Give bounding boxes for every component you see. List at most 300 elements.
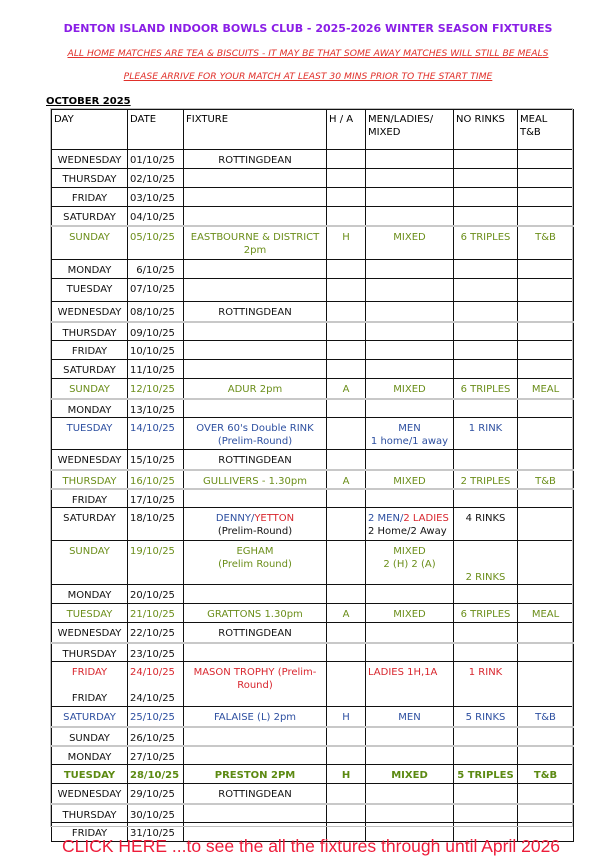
team-type-cell <box>366 541 454 585</box>
date-text: 10/10/25 <box>130 346 175 357</box>
fixture-row <box>52 784 574 804</box>
date-cell <box>128 260 184 279</box>
fixture-text: ROTTINGDEAN <box>218 628 292 639</box>
home-away-cell <box>327 489 366 508</box>
fixture-text: ROTTINGDEAN <box>218 155 292 166</box>
home-away-cell <box>327 150 366 169</box>
rinks-cell <box>454 508 518 541</box>
rinks-text: 4 RINKS <box>465 513 506 524</box>
date-text: 16/10/25 <box>130 475 175 487</box>
day-cell <box>52 623 128 643</box>
date-cell <box>128 784 184 804</box>
rinks-cell <box>454 643 518 662</box>
day-cell <box>52 207 128 226</box>
day-text: WEDNESDAY <box>57 455 122 466</box>
home-away-cell <box>327 169 366 188</box>
rinks-text: 2 TRIPLES <box>460 475 511 487</box>
meal-text: MEAL <box>531 384 560 395</box>
rinks-text: 2 RINKS <box>465 572 506 583</box>
day-text: WEDNESDAY <box>57 628 122 639</box>
meal-cell <box>518 399 574 418</box>
team-type-cell <box>366 450 454 470</box>
fixture-row <box>52 302 574 322</box>
meal-cell <box>518 322 574 341</box>
home-away-text: A <box>342 384 350 395</box>
home-away-cell <box>327 784 366 804</box>
fixture-text: PRESTON 2PM <box>214 770 296 781</box>
day-text: MONDAY <box>67 265 112 276</box>
day-cell <box>52 804 128 823</box>
day-text: MONDAY <box>67 404 112 416</box>
date-text: 30/10/25 <box>130 809 175 821</box>
meal-cell <box>518 379 574 399</box>
day-text: SUNDAY <box>69 231 110 243</box>
day-text: FRIDAY <box>71 667 108 678</box>
meal-cell <box>518 260 574 279</box>
day-cell <box>52 169 128 188</box>
fixture-row <box>52 707 574 727</box>
date-text: 17/10/25 <box>130 494 175 506</box>
day-cell <box>52 643 128 662</box>
fixture-row <box>52 541 574 585</box>
fixture-row <box>52 662 574 707</box>
home-away-cell <box>327 418 366 450</box>
home-away-cell <box>327 727 366 746</box>
team-type-cell <box>366 169 454 188</box>
day-cell <box>52 379 128 399</box>
day-cell <box>52 188 128 207</box>
date-text: 28/10/25 <box>130 770 180 781</box>
date-text: 22/10/25 <box>130 628 175 639</box>
date-cell <box>128 418 184 450</box>
fixture-text: ROTTINGDEAN <box>218 307 292 318</box>
fixture-cell <box>184 418 327 450</box>
home-away-text: H <box>342 712 350 723</box>
fixture-row <box>52 188 574 207</box>
date-text: 27/10/25 <box>130 751 175 763</box>
fixture-cell <box>184 188 327 207</box>
fixture-cell <box>184 260 327 279</box>
team-type-cell <box>366 470 454 489</box>
fixture-text: GRATTONS 1.30pm <box>207 609 303 620</box>
fixture-row <box>52 260 574 279</box>
date-text: 14/10/25 <box>130 423 175 434</box>
meal-text: T&B <box>535 231 556 243</box>
team-type-cell <box>366 489 454 508</box>
meal-cell <box>518 341 574 360</box>
team-type-cell <box>366 188 454 207</box>
rinks-cell <box>454 188 518 207</box>
date-cell <box>128 322 184 341</box>
fixture-cell <box>184 623 327 643</box>
rinks-cell <box>454 784 518 804</box>
day-cell <box>52 508 128 541</box>
meal-cell <box>518 784 574 804</box>
month-heading: OCTOBER 2025 <box>46 96 131 107</box>
fixture-text: ROTTINGDEAN <box>218 789 292 800</box>
team-type-cell <box>366 379 454 399</box>
date-cell <box>128 585 184 604</box>
home-away-cell <box>327 623 366 643</box>
team-type-cell <box>366 662 454 707</box>
date-text: 05/10/25 <box>130 231 175 243</box>
day-cell <box>52 399 128 418</box>
fixture-row <box>52 150 574 169</box>
date-cell <box>128 207 184 226</box>
rinks-cell <box>454 450 518 470</box>
fixture-row <box>52 450 574 470</box>
rinks-cell <box>454 169 518 188</box>
day-text: SUNDAY <box>69 384 110 395</box>
day-text: WEDNESDAY <box>57 155 122 166</box>
date-cell <box>128 804 184 823</box>
meal-cell <box>518 508 574 541</box>
home-away-cell <box>327 765 366 784</box>
rinks-cell <box>454 804 518 823</box>
home-away-cell <box>327 399 366 418</box>
day-cell <box>52 418 128 450</box>
fixture-cell <box>184 302 327 322</box>
day-text: SUNDAY <box>69 546 110 557</box>
date-text: 19/10/25 <box>130 546 175 557</box>
fixture-row <box>52 418 574 450</box>
date-text: 02/10/25 <box>130 174 175 185</box>
date-cell <box>128 662 184 707</box>
rinks-cell <box>454 765 518 784</box>
fixture-text: EGHAM <box>236 546 274 557</box>
fixture-row <box>52 360 574 379</box>
rinks-cell <box>454 662 518 707</box>
meal-cell <box>518 450 574 470</box>
fixture-text: OVER 60's Double RINK <box>196 423 314 434</box>
fixture-row <box>52 765 574 784</box>
date-text: 24/10/25 <box>130 693 175 704</box>
day-cell <box>52 302 128 322</box>
meal-cell <box>518 169 574 188</box>
rinks-cell <box>454 707 518 727</box>
day-text: WEDNESDAY <box>57 307 122 318</box>
all-fixtures-link[interactable]: CLICK HERE ...to see the all the fixtures through until April 2026 <box>62 836 561 856</box>
meal-cell <box>518 470 574 489</box>
day-text: FRIDAY <box>71 828 108 839</box>
date-cell <box>128 450 184 470</box>
day-text: TUESDAY <box>66 609 113 620</box>
day-text: MONDAY <box>67 751 112 763</box>
meal-cell <box>518 226 574 260</box>
fixture-cell <box>184 643 327 662</box>
date-cell <box>128 707 184 727</box>
home-away-cell <box>327 226 366 260</box>
team-type-subtext: 1 home/1 away <box>370 436 449 447</box>
fixture-cell <box>184 279 327 302</box>
date-text: 6/10/25 <box>136 265 175 276</box>
team-type-cell <box>366 150 454 169</box>
home-away-cell <box>327 341 366 360</box>
day-text: WEDNESDAY <box>57 789 122 800</box>
rinks-cell <box>454 279 518 302</box>
col-header-meal: MEAL T&B <box>518 110 574 150</box>
fixture-text: ADUR 2pm <box>227 384 283 395</box>
rinks-text: 5 RINKS <box>465 712 506 723</box>
home-away-cell <box>327 604 366 623</box>
meal-cell <box>518 360 574 379</box>
fixture-cell <box>184 379 327 399</box>
day-text: TUESDAY <box>66 423 113 434</box>
fixture-row <box>52 399 574 418</box>
fixture-cell <box>184 662 327 707</box>
fixture-cell <box>184 804 327 823</box>
fixture-row <box>52 207 574 226</box>
home-away-cell <box>327 450 366 470</box>
col-header-men-ladies-mixed: MEN/LADIES/ MIXED <box>366 110 454 150</box>
rinks-cell <box>454 604 518 623</box>
team-type-text: MEN <box>398 423 421 434</box>
team-type-text: MIXED <box>393 475 426 487</box>
fixture-row <box>52 585 574 604</box>
meal-cell <box>518 489 574 508</box>
fixture-row <box>52 226 574 260</box>
day-cell <box>52 746 128 765</box>
rinks-cell <box>454 226 518 260</box>
date-text: 03/10/25 <box>130 193 175 204</box>
rinks-cell <box>454 470 518 489</box>
date-cell <box>128 341 184 360</box>
day-cell <box>52 765 128 784</box>
tea-biscuits-notice: ALL HOME MATCHES ARE TEA & BISCUITS - IT MAY BE THAT SOME AWAY MATCHES WILL STILL BE MEALS <box>67 48 549 59</box>
home-away-cell <box>327 260 366 279</box>
date-cell <box>128 302 184 322</box>
rinks-text: 1 RINK <box>468 667 503 678</box>
date-text: 23/10/25 <box>130 648 175 660</box>
date-text: 01/10/25 <box>130 155 175 166</box>
date-text: 24/10/25 <box>130 667 175 678</box>
team-type-cell <box>366 360 454 379</box>
date-cell <box>128 489 184 508</box>
fixture-row <box>52 727 574 746</box>
fixture-text: MASON TROPHY (Prelim- <box>193 667 317 678</box>
rinks-cell <box>454 260 518 279</box>
day-text: THURSDAY <box>62 174 117 185</box>
meal-cell <box>518 643 574 662</box>
col-header-fixture: FIXTURE <box>184 110 327 150</box>
date-cell <box>128 604 184 623</box>
rinks-cell <box>454 207 518 226</box>
fixture-cell <box>184 399 327 418</box>
date-text: 09/10/25 <box>130 327 175 339</box>
team-type-men: 2 MEN/ <box>368 513 404 524</box>
home-away-cell <box>327 662 366 707</box>
rinks-cell <box>454 302 518 322</box>
rinks-cell <box>454 399 518 418</box>
fixture-row <box>52 746 574 765</box>
fixture-cell <box>184 784 327 804</box>
meal-text: T&B <box>535 475 556 487</box>
home-away-cell <box>327 302 366 322</box>
team-type-cell <box>366 804 454 823</box>
fixture-cell <box>184 341 327 360</box>
meal-cell <box>518 585 574 604</box>
team-type-cell <box>366 604 454 623</box>
date-text: 11/10/25 <box>130 365 175 376</box>
col-header-no-rinks: NO RINKS <box>454 110 518 150</box>
meal-cell <box>518 765 574 784</box>
fixture-row <box>52 623 574 643</box>
day-cell <box>52 279 128 302</box>
team-type-cell <box>366 279 454 302</box>
home-away-cell <box>327 541 366 585</box>
fixture-row <box>52 379 574 399</box>
date-cell <box>128 746 184 765</box>
day-text: FRIDAY <box>71 193 108 204</box>
date-cell <box>128 188 184 207</box>
date-cell <box>128 623 184 643</box>
home-away-cell <box>327 322 366 341</box>
date-text: 13/10/25 <box>130 404 175 416</box>
home-away-cell <box>327 470 366 489</box>
meal-cell <box>518 746 574 765</box>
fixture-cell <box>184 765 327 784</box>
day-cell <box>52 585 128 604</box>
meal-cell <box>518 804 574 823</box>
date-text: 04/10/25 <box>130 212 175 223</box>
rinks-cell <box>454 746 518 765</box>
team-type-cell <box>366 302 454 322</box>
fixture-row <box>52 279 574 302</box>
day-cell <box>52 226 128 260</box>
home-away-cell <box>327 707 366 727</box>
day-cell <box>52 707 128 727</box>
meal-cell <box>518 662 574 707</box>
fixture-cell <box>184 541 327 585</box>
day-text: THURSDAY <box>62 327 117 339</box>
date-cell <box>128 226 184 260</box>
day-cell <box>52 727 128 746</box>
day-cell <box>52 604 128 623</box>
fixture-row <box>52 470 574 489</box>
date-cell <box>128 765 184 784</box>
rinks-cell <box>454 322 518 341</box>
date-cell <box>128 360 184 379</box>
day-cell <box>52 450 128 470</box>
day-text: TUESDAY <box>66 284 113 295</box>
fixture-row <box>52 489 574 508</box>
team-type-cell <box>366 746 454 765</box>
meal-cell <box>518 150 574 169</box>
team-type-cell <box>366 322 454 341</box>
team-type-cell <box>366 226 454 260</box>
fixture-separator: / <box>250 513 255 524</box>
date-text: 20/10/25 <box>130 590 175 601</box>
team-type-cell <box>366 260 454 279</box>
fixture-team-b: YETTON <box>254 513 295 524</box>
rinks-cell <box>454 418 518 450</box>
home-away-text: H <box>341 770 351 781</box>
fixture-cell <box>184 226 327 260</box>
date-cell <box>128 279 184 302</box>
date-cell <box>128 508 184 541</box>
team-type-subtext: 2 (H) 2 (A) <box>383 559 436 570</box>
day-text: SATURDAY <box>63 513 116 524</box>
fixture-row <box>52 341 574 360</box>
day-text: TUESDAY <box>63 770 116 781</box>
day-text: FRIDAY <box>71 494 108 506</box>
day-text: MONDAY <box>67 590 112 601</box>
day-cell <box>52 322 128 341</box>
date-cell <box>128 643 184 662</box>
meal-text: T&B <box>535 712 556 723</box>
day-text: SATURDAY <box>63 365 116 376</box>
day-text: SATURDAY <box>63 712 116 723</box>
fixture-cell <box>184 322 327 341</box>
fixture-subtext: 2pm <box>243 244 267 256</box>
fixture-row <box>52 169 574 188</box>
date-text: 12/10/25 <box>130 384 175 395</box>
fixtures-table <box>51 109 574 842</box>
fixture-text: FALAISE (L) 2pm <box>213 712 297 723</box>
day-text: SATURDAY <box>63 212 116 223</box>
team-type-text: MIXED <box>393 609 426 620</box>
rinks-cell <box>454 585 518 604</box>
fixture-cell <box>184 604 327 623</box>
date-text: 31/10/25 <box>130 828 175 839</box>
date-cell <box>128 399 184 418</box>
fixture-subtext: (Prelim-Round) <box>217 436 293 447</box>
team-type-text: MEN <box>398 712 421 723</box>
fixture-text: ROTTINGDEAN <box>218 455 292 466</box>
date-cell <box>128 150 184 169</box>
fixture-cell <box>184 727 327 746</box>
day-cell <box>52 541 128 585</box>
rinks-cell <box>454 541 518 585</box>
rinks-text: 6 TRIPLES <box>460 384 511 395</box>
home-away-cell <box>327 746 366 765</box>
home-away-cell <box>327 207 366 226</box>
fixture-cell <box>184 207 327 226</box>
rinks-cell <box>454 623 518 643</box>
fixture-subtext: (Prelim-Round) <box>217 526 293 537</box>
team-type-cell <box>366 784 454 804</box>
col-header-day: DAY <box>52 110 128 150</box>
rinks-cell <box>454 727 518 746</box>
team-type-cell <box>366 418 454 450</box>
fixture-row <box>52 322 574 341</box>
rinks-cell <box>454 379 518 399</box>
meal-cell <box>518 207 574 226</box>
home-away-cell <box>327 643 366 662</box>
home-away-cell <box>327 804 366 823</box>
fixture-text: EASTBOURNE & DISTRICT <box>190 231 320 243</box>
meal-cell <box>518 707 574 727</box>
team-type-text: MIXED <box>393 384 426 395</box>
team-type-text: MIXED <box>393 546 426 557</box>
date-cell <box>128 541 184 585</box>
date-cell <box>128 470 184 489</box>
day-text: FRIDAY <box>71 693 108 704</box>
home-away-cell <box>327 379 366 399</box>
day-text: FRIDAY <box>71 346 108 357</box>
fixture-row <box>52 643 574 662</box>
day-cell <box>52 784 128 804</box>
team-type-ladies: 2 LADIES <box>403 513 449 524</box>
day-text: THURSDAY <box>62 809 117 821</box>
rinks-text: 6 TRIPLES <box>460 609 511 620</box>
rinks-text: 1 RINK <box>468 423 503 434</box>
team-type-cell <box>366 341 454 360</box>
meal-cell <box>518 188 574 207</box>
home-away-cell <box>327 508 366 541</box>
day-cell <box>52 489 128 508</box>
home-away-cell <box>327 279 366 302</box>
